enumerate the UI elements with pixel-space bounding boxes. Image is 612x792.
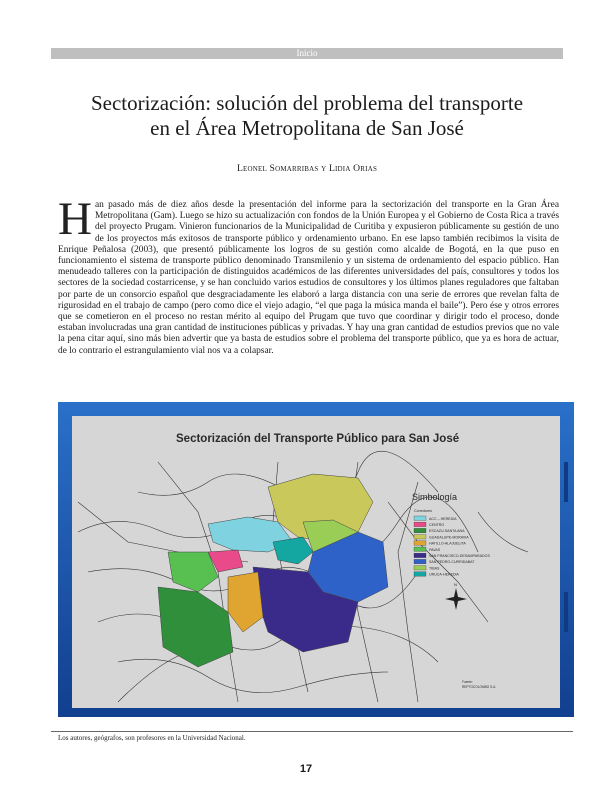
legend-swatch <box>414 541 426 545</box>
legend-swatch <box>414 572 426 576</box>
title-line-2: en el Área Metropolitana de San José <box>150 116 464 140</box>
map-credit-source: REPTOCOLOMBO S.A. <box>462 685 497 689</box>
page-number: 17 <box>299 763 313 775</box>
legend-swatch <box>414 535 426 539</box>
section-label: Inicio <box>296 48 318 58</box>
footnote: Los autores, geógrafos, son profesores en la Universidad Nacional. <box>58 734 246 742</box>
article-title <box>51 91 563 141</box>
legend-label: URUCA-HEREDIA <box>429 572 459 577</box>
title-line-1: Sectorización: solución del problema del transporte <box>90 91 524 115</box>
body-text: an pasado más de diez años desde la presentación del informe para la sectorización del transporte en la Gran Área Metropolitana (Gam). Luego se hizo su actualización con fondos de la Unión Europea y el Gobierno de Costa Rica a través del proyecto Prugam. Vinieron funcionarios de la Municipalidad de Curitiba y expusieron públicamente su gestión de uno de los proyectos más exitosos de transporte público y ordenamiento urbano. En ese lapso también recibimos la visita de Enrique Peñalosa (2003), que presentó públicamente los logros de su gestión como alcalde de Bogotá, en la que puso en funcionamiento el sistema de transporte público denominado Transmilenio y un sistema de ordenamiento del espacio público. Han menudeado talleres con la participación de distinguidos académicos de las diferentes universidades del país, consultores y todos los sectores de la sociedad costarricense, y se han concluido varios estudios de consultores y los últimos planes reguladores que faltaban por parte de un consorcio español que desgraciadamente les elaboró a larga distancia con una serie de errores que revelan falta de rigurosidad en el trabajo de campo (pero como dice el viejo adagio, “el que paga la música manda el baile”). Pero ése y otros errores que se cometieron en el proceso no restan mérito al equipo del Prugam que tuvo que coordinar y dirigir todo el proceso, donde estaban involucradas una gran cantidad de instituciones públicas y privadas. Y hay una gran cantidad de estudios previos que no vale la pena citar aquí, sino más bien advertir que ya basta de estudios sobre el problema del transporte público, que ya es hora de actuar, de lo contrario el estrangulamiento vial nos va a colapsar. <box>58 200 559 356</box>
section-header-bar <box>51 48 563 59</box>
legend-swatch <box>414 566 426 570</box>
legend-label: SAN FRANCISCO-DESAMPARADOS <box>429 554 490 558</box>
legend-label: TIBAS <box>429 566 440 571</box>
sectorization-map-figure <box>58 402 574 717</box>
map-credit-label: Fuente: <box>462 680 473 684</box>
legend-swatch <box>414 528 426 532</box>
border-decoration <box>564 462 568 502</box>
legend-title: Simbología <box>412 492 458 502</box>
legend-label: ACC – HEREDIA <box>429 516 457 521</box>
border-decoration <box>564 592 568 632</box>
legend-swatch <box>414 516 426 520</box>
legend-swatch <box>414 547 426 551</box>
drop-cap: H <box>58 193 92 245</box>
legend-label: HATILLO-ALAJUELITA <box>429 541 466 546</box>
legend-label: ESCAZU-SANTA ANA <box>429 529 465 534</box>
footnote-rule <box>51 731 573 732</box>
legend-heading: Corredores <box>414 509 432 513</box>
map-title: Sectorización del Transporte Público para San José <box>176 433 460 445</box>
legend-label: CENTRO <box>429 523 445 527</box>
legend-swatch <box>414 559 426 563</box>
map-graphic <box>58 402 574 717</box>
legend-label: PAVAS <box>429 547 441 552</box>
legend-swatch <box>414 522 426 526</box>
article-body <box>58 193 559 357</box>
svg-text:N: N <box>454 582 457 587</box>
legend-label: GUADALUPE-MORAVIA <box>429 535 469 540</box>
article-authors: Leonel Somarribas y Lidia Orias <box>236 163 378 174</box>
legend-swatch <box>414 553 426 557</box>
legend-label: SAN PEDRO-CURRIDABAT <box>429 560 475 565</box>
